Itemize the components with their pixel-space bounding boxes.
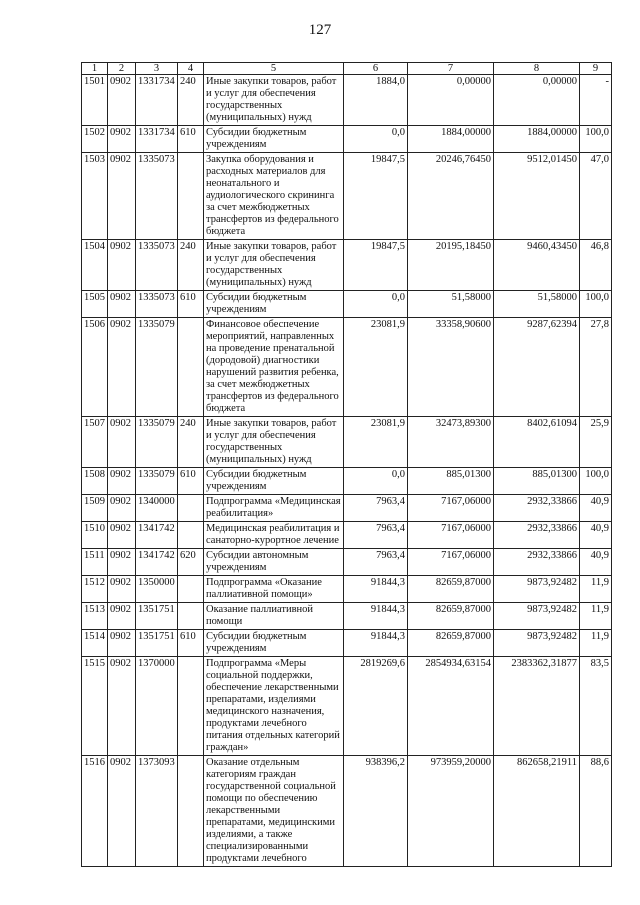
- row-number-cell: 1510: [82, 522, 108, 549]
- target-code-cell: 1373093: [136, 756, 178, 867]
- target-code-cell: 1335073: [136, 291, 178, 318]
- section-code-cell: 0902: [108, 417, 136, 468]
- target-code-cell: 1335073: [136, 240, 178, 291]
- table-row: [82, 576, 612, 603]
- table-row: [82, 630, 612, 657]
- planned-amount-cell: 885,01300: [408, 468, 494, 495]
- executed-amount-cell: 9512,01450: [494, 153, 580, 240]
- target-code-cell: 1351751: [136, 603, 178, 630]
- table-row: [82, 495, 612, 522]
- planned-amount-cell: 32473,89300: [408, 417, 494, 468]
- target-code-cell: 1341742: [136, 549, 178, 576]
- executed-amount-cell: 9873,92482: [494, 603, 580, 630]
- execution-percent-cell: 100,0: [580, 291, 612, 318]
- row-number-cell: 1516: [82, 756, 108, 867]
- planned-amount-cell: 20195,18450: [408, 240, 494, 291]
- expense-type-cell: [178, 522, 204, 549]
- column-header: 6: [344, 63, 408, 75]
- target-code-cell: 1370000: [136, 657, 178, 756]
- column-header: 2: [108, 63, 136, 75]
- section-code-cell: 0902: [108, 126, 136, 153]
- executed-amount-cell: 9287,62394: [494, 318, 580, 417]
- section-code-cell: 0902: [108, 153, 136, 240]
- execution-percent-cell: -: [580, 75, 612, 126]
- row-number-cell: 1501: [82, 75, 108, 126]
- execution-percent-cell: 46,8: [580, 240, 612, 291]
- column-header: 5: [204, 63, 344, 75]
- executed-amount-cell: 2932,33866: [494, 495, 580, 522]
- executed-amount-cell: 9873,92482: [494, 576, 580, 603]
- planned-amount-cell: 973959,20000: [408, 756, 494, 867]
- table-row: [82, 318, 612, 417]
- execution-percent-cell: 83,5: [580, 657, 612, 756]
- execution-percent-cell: 47,0: [580, 153, 612, 240]
- target-code-cell: 1335079: [136, 417, 178, 468]
- row-number-cell: 1514: [82, 630, 108, 657]
- planned-amount-cell: 20246,76450: [408, 153, 494, 240]
- item-name-cell: Подпрограмма «Медицинская реабилитация»: [204, 495, 344, 522]
- executed-amount-cell: 8402,61094: [494, 417, 580, 468]
- expense-type-cell: 610: [178, 468, 204, 495]
- approved-amount-cell: 0,0: [344, 291, 408, 318]
- expense-type-cell: [178, 153, 204, 240]
- expense-type-cell: [178, 603, 204, 630]
- table-row: [82, 522, 612, 549]
- executed-amount-cell: 1884,00000: [494, 126, 580, 153]
- item-name-cell: Закупка оборудования и расходных материалов для неонатального и аудиологического скрининга за счет межбюджетных трансфертов из федерального бюджета: [204, 153, 344, 240]
- planned-amount-cell: 7167,06000: [408, 522, 494, 549]
- row-number-cell: 1505: [82, 291, 108, 318]
- section-code-cell: 0902: [108, 75, 136, 126]
- table-row: [82, 756, 612, 867]
- executed-amount-cell: 2932,33866: [494, 522, 580, 549]
- section-code-cell: 0902: [108, 549, 136, 576]
- planned-amount-cell: 7167,06000: [408, 549, 494, 576]
- row-number-cell: 1506: [82, 318, 108, 417]
- execution-percent-cell: 11,9: [580, 603, 612, 630]
- section-code-cell: 0902: [108, 522, 136, 549]
- target-code-cell: 1335079: [136, 318, 178, 417]
- header-row: [82, 63, 612, 75]
- item-name-cell: Иные закупки товаров, работ и услуг для обеспечения государственных (муниципальных) нужд: [204, 417, 344, 468]
- approved-amount-cell: 7963,4: [344, 522, 408, 549]
- execution-percent-cell: 11,9: [580, 630, 612, 657]
- execution-percent-cell: 100,0: [580, 126, 612, 153]
- executed-amount-cell: 2932,33866: [494, 549, 580, 576]
- row-number-cell: 1503: [82, 153, 108, 240]
- executed-amount-cell: 885,01300: [494, 468, 580, 495]
- expense-type-cell: 620: [178, 549, 204, 576]
- expense-type-cell: 610: [178, 291, 204, 318]
- section-code-cell: 0902: [108, 603, 136, 630]
- approved-amount-cell: 91844,3: [344, 630, 408, 657]
- execution-percent-cell: 100,0: [580, 468, 612, 495]
- execution-percent-cell: 40,9: [580, 522, 612, 549]
- item-name-cell: Иные закупки товаров, работ и услуг для обеспечения государственных (муниципальных) нужд: [204, 75, 344, 126]
- target-code-cell: 1351751: [136, 630, 178, 657]
- item-name-cell: Оказание отдельным категориям граждан государственной социальной помощи по обеспечению лекарственными препаратами, медицинскими изделиями, а также специализированными продуктами лечебного: [204, 756, 344, 867]
- target-code-cell: 1335079: [136, 468, 178, 495]
- column-header: 1: [82, 63, 108, 75]
- table-row: [82, 603, 612, 630]
- expense-type-cell: 610: [178, 630, 204, 657]
- approved-amount-cell: 938396,2: [344, 756, 408, 867]
- column-header: 4: [178, 63, 204, 75]
- row-number-cell: 1504: [82, 240, 108, 291]
- target-code-cell: 1331734: [136, 75, 178, 126]
- row-number-cell: 1511: [82, 549, 108, 576]
- item-name-cell: Подпрограмма «Меры социальной поддержки, обеспечение лекарственными препаратами, изделиями медицинского назначения, продуктами лечебного питания отдельных категорий граждан»: [204, 657, 344, 756]
- expense-type-cell: 610: [178, 126, 204, 153]
- table-row: [82, 549, 612, 576]
- target-code-cell: 1335073: [136, 153, 178, 240]
- expense-type-cell: [178, 495, 204, 522]
- planned-amount-cell: 82659,87000: [408, 630, 494, 657]
- table-row: [82, 657, 612, 756]
- execution-percent-cell: 88,6: [580, 756, 612, 867]
- expense-type-cell: [178, 657, 204, 756]
- planned-amount-cell: 51,58000: [408, 291, 494, 318]
- row-number-cell: 1515: [82, 657, 108, 756]
- execution-percent-cell: 25,9: [580, 417, 612, 468]
- section-code-cell: 0902: [108, 291, 136, 318]
- executed-amount-cell: 2383362,31877: [494, 657, 580, 756]
- approved-amount-cell: 7963,4: [344, 549, 408, 576]
- row-number-cell: 1502: [82, 126, 108, 153]
- item-name-cell: Субсидии бюджетным учреждениям: [204, 468, 344, 495]
- table-row: [82, 417, 612, 468]
- executed-amount-cell: 9873,92482: [494, 630, 580, 657]
- column-header: 3: [136, 63, 178, 75]
- table-row: [82, 126, 612, 153]
- executed-amount-cell: 0,00000: [494, 75, 580, 126]
- execution-percent-cell: 40,9: [580, 495, 612, 522]
- item-name-cell: Субсидии бюджетным учреждениям: [204, 630, 344, 657]
- approved-amount-cell: 0,0: [344, 468, 408, 495]
- table-row: [82, 468, 612, 495]
- target-code-cell: 1331734: [136, 126, 178, 153]
- row-number-cell: 1507: [82, 417, 108, 468]
- section-code-cell: 0902: [108, 318, 136, 417]
- planned-amount-cell: 7167,06000: [408, 495, 494, 522]
- approved-amount-cell: 0,0: [344, 126, 408, 153]
- expense-type-cell: [178, 756, 204, 867]
- item-name-cell: Субсидии бюджетным учреждениям: [204, 291, 344, 318]
- execution-percent-cell: 40,9: [580, 549, 612, 576]
- row-number-cell: 1513: [82, 603, 108, 630]
- approved-amount-cell: 2819269,6: [344, 657, 408, 756]
- approved-amount-cell: 1884,0: [344, 75, 408, 126]
- row-number-cell: 1512: [82, 576, 108, 603]
- approved-amount-cell: 91844,3: [344, 603, 408, 630]
- table-row: [82, 291, 612, 318]
- expense-type-cell: [178, 576, 204, 603]
- planned-amount-cell: 33358,90600: [408, 318, 494, 417]
- target-code-cell: 1350000: [136, 576, 178, 603]
- target-code-cell: 1341742: [136, 522, 178, 549]
- section-code-cell: 0902: [108, 495, 136, 522]
- item-name-cell: Субсидии автономным учреждениям: [204, 549, 344, 576]
- executed-amount-cell: 51,58000: [494, 291, 580, 318]
- item-name-cell: Финансовое обеспечение мероприятий, направленных на проведение пренатальной (дородовой) диагностики нарушений развития ребенка, за счет межбюджетных трансфертов из федерального бюджета: [204, 318, 344, 417]
- expense-type-cell: 240: [178, 75, 204, 126]
- expense-type-cell: [178, 318, 204, 417]
- target-code-cell: 1340000: [136, 495, 178, 522]
- column-header: 9: [580, 63, 612, 75]
- section-code-cell: 0902: [108, 756, 136, 867]
- section-code-cell: 0902: [108, 576, 136, 603]
- expense-type-cell: 240: [178, 417, 204, 468]
- planned-amount-cell: 82659,87000: [408, 603, 494, 630]
- section-code-cell: 0902: [108, 630, 136, 657]
- item-name-cell: Иные закупки товаров, работ и услуг для обеспечения государственных (муниципальных) нужд: [204, 240, 344, 291]
- planned-amount-cell: 1884,00000: [408, 126, 494, 153]
- row-number-cell: 1508: [82, 468, 108, 495]
- planned-amount-cell: 0,00000: [408, 75, 494, 126]
- executed-amount-cell: 862658,21911: [494, 756, 580, 867]
- page-number: 127: [308, 22, 332, 38]
- section-code-cell: 0902: [108, 468, 136, 495]
- executed-amount-cell: 9460,43450: [494, 240, 580, 291]
- table-row: [82, 240, 612, 291]
- approved-amount-cell: 23081,9: [344, 417, 408, 468]
- item-name-cell: Оказание паллиативной помощи: [204, 603, 344, 630]
- item-name-cell: Субсидии бюджетным учреждениям: [204, 126, 344, 153]
- item-name-cell: Медицинская реабилитация и санаторно-курортное лечение: [204, 522, 344, 549]
- column-header: 7: [408, 63, 494, 75]
- item-name-cell: Подпрограмма «Оказание паллиативной помощи»: [204, 576, 344, 603]
- row-number-cell: 1509: [82, 495, 108, 522]
- approved-amount-cell: 23081,9: [344, 318, 408, 417]
- approved-amount-cell: 19847,5: [344, 240, 408, 291]
- column-header: 8: [494, 63, 580, 75]
- section-code-cell: 0902: [108, 657, 136, 756]
- planned-amount-cell: 2854934,63154: [408, 657, 494, 756]
- approved-amount-cell: 7963,4: [344, 495, 408, 522]
- budget-table: [81, 62, 612, 867]
- table-row: [82, 153, 612, 240]
- approved-amount-cell: 91844,3: [344, 576, 408, 603]
- expense-type-cell: 240: [178, 240, 204, 291]
- table-row: [82, 75, 612, 126]
- planned-amount-cell: 82659,87000: [408, 576, 494, 603]
- execution-percent-cell: 11,9: [580, 576, 612, 603]
- execution-percent-cell: 27,8: [580, 318, 612, 417]
- approved-amount-cell: 19847,5: [344, 153, 408, 240]
- section-code-cell: 0902: [108, 240, 136, 291]
